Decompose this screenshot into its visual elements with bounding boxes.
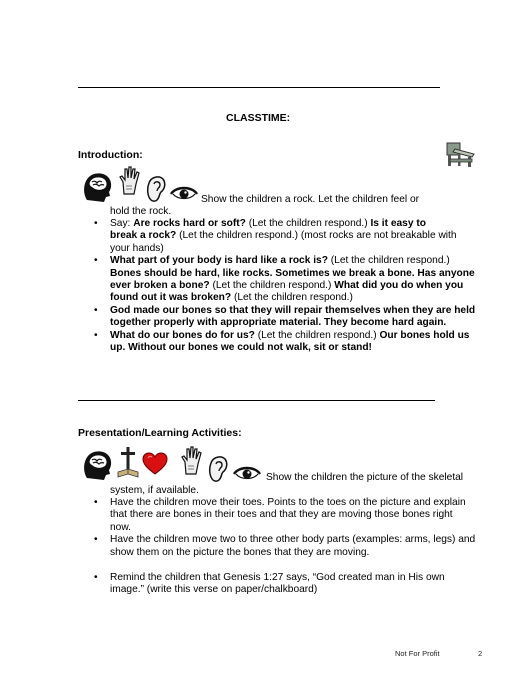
school-desk-icon: [444, 141, 476, 169]
presentation-heading: Presentation/Learning Activities:: [78, 427, 242, 439]
intro-lead-text: Show the children a rock. Let the children feel or: [201, 194, 420, 205]
presentation-lead-cont: system, if available.: [110, 485, 199, 496]
classtime-title: CLASSTIME:: [226, 112, 291, 124]
head-brain-icon: [80, 448, 114, 482]
eye-icon: [233, 464, 261, 482]
hand-icon: [180, 446, 202, 476]
middle-divider: [78, 400, 435, 401]
list-item: • What do our bones do for us? (Let the children respond.) Our bones hold us up. Without our bones we could not walk, sit or stand!: [94, 329, 470, 354]
intro-lead-cont: hold the rock.: [110, 206, 172, 217]
list-item: • Have the children move two to three other body parts (examples: arms, legs) and show them on the picture the bones that they are moving.: [94, 534, 476, 558]
list-item: • What part of your body is hard like a rock is? (Let the children respond.) Bones should be hard, like rocks. Sometimes we break a bone. Has anyone ever broken a bone? (Let the children respond.) What did you do when you found out it was broken? (Let the children respond.): [94, 255, 475, 304]
ear-icon: [207, 454, 229, 482]
ear-icon: [145, 174, 167, 202]
list-item: • Have the children move their toes. Points to the toes on the picture and explain that there are bones in their toes and that they are moving those bones right now.: [94, 497, 466, 533]
footer-label: Not For Profit: [395, 649, 440, 658]
intro-bullet-list: [82, 218, 502, 354]
list-item: • Remind the children that Genesis 1:27 says, “God created man in His own image.” (write this verse on paper/chalkboard): [94, 572, 445, 596]
page-number: 2: [478, 649, 483, 658]
presentation-bullet-list: [82, 497, 502, 597]
top-divider: [78, 87, 440, 88]
introduction-heading: Introduction:: [78, 149, 143, 161]
hand-icon: [118, 166, 140, 196]
presentation-lead-text: Show the children the picture of the skeletal: [266, 472, 464, 483]
heart-icon: [142, 452, 168, 476]
list-item: • God made our bones so that they will repair themselves when they are held together properly with appropriate material. They become hard again.: [94, 304, 476, 329]
eye-icon: [170, 184, 198, 202]
list-item: • Say: Are rocks hard or soft? (Let the children respond.) Is it easy to break a rock? (Let the children respond.) (most rocks are not breakable with your hands): [94, 218, 457, 254]
cross-bible-icon: [117, 446, 139, 480]
head-brain-icon: [80, 170, 114, 204]
